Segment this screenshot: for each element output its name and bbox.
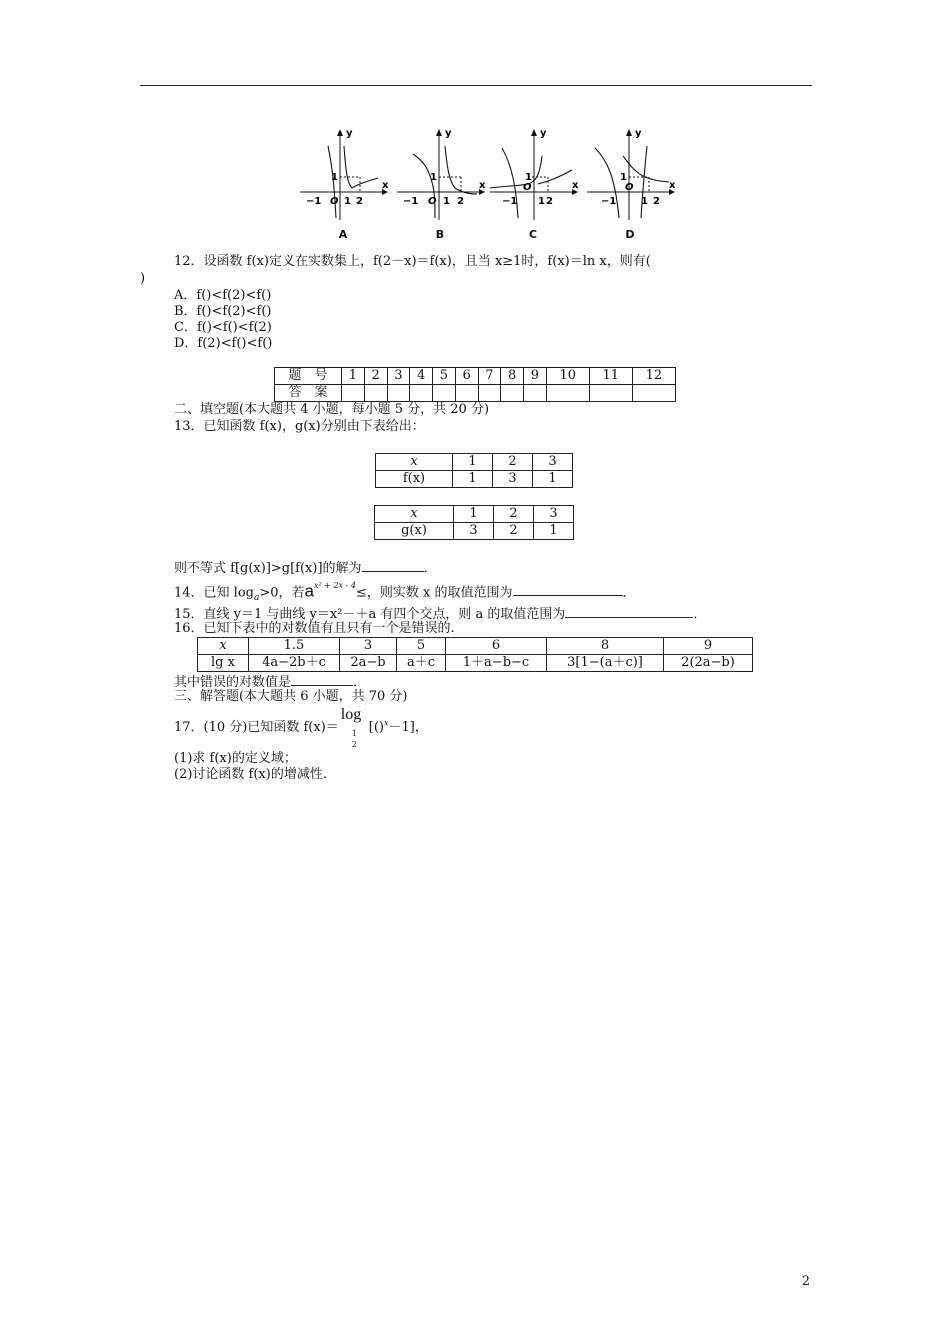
answer-table-number: 8 xyxy=(501,368,524,385)
graph-d-origin: O xyxy=(625,182,634,193)
section3-title: 三、解答题(本大题共 6 小题，共 70 分) xyxy=(174,689,408,704)
q16-cell: 1＋a−b−c xyxy=(446,655,547,672)
q13-f-head: 2 xyxy=(493,454,533,471)
answer-cell[interactable] xyxy=(524,385,547,402)
q16-cell: a＋c xyxy=(397,655,446,672)
answer-table-number: 9 xyxy=(524,368,547,385)
q16-row-head: lg x xyxy=(198,655,249,672)
header-rule xyxy=(140,85,812,86)
graph-c-plot xyxy=(488,126,578,222)
graph-d-y: y xyxy=(635,128,642,139)
q15-text: 15．直线 y＝1 与曲线 y＝x²－＋a 有四个交点，则 a 的取值范围为 xyxy=(174,607,566,622)
q16-head: 6 xyxy=(446,638,547,655)
graph-b-x: x xyxy=(479,180,485,191)
answer-table-number: 2 xyxy=(364,368,387,385)
section2-title: 二、填空题(本大题共 4 小题，每小题 5 分，共 20 分) xyxy=(174,402,490,417)
graph-c-two: 2 xyxy=(546,196,553,207)
graph-a-x: x xyxy=(382,180,388,191)
answer-cell[interactable] xyxy=(387,385,410,402)
graph-a-one-y: 1 xyxy=(331,172,338,183)
graph-b-neg1: −1 xyxy=(403,196,419,207)
q16-head: 1.5 xyxy=(249,638,340,655)
answer-table-number: 3 xyxy=(387,368,410,385)
answer-cell[interactable] xyxy=(632,385,675,402)
q16-head: 8 xyxy=(547,638,664,655)
graph-b xyxy=(395,126,485,246)
q12-option-d: D．f(2)<f()<f() xyxy=(174,336,273,351)
answer-cell[interactable] xyxy=(546,385,589,402)
q14-end: ． xyxy=(622,585,636,601)
graph-d-one-x: 1 xyxy=(641,196,648,207)
q13-question-end: ． xyxy=(423,561,437,576)
q15-end: ． xyxy=(693,607,707,622)
q13-question-text: 则不等式 f[g(x)]>g[f(x)]的解为 xyxy=(174,561,362,576)
q17-pre: 17．(10 分)已知函数 f(x)＝ xyxy=(174,720,339,735)
graph-a-origin: O xyxy=(330,196,339,207)
q13-table-g xyxy=(374,505,574,540)
answer-cell[interactable] xyxy=(478,385,501,402)
graph-c-label: C xyxy=(528,228,538,241)
q13-f-head-x: x xyxy=(376,454,453,471)
q13-f-cell: 1 xyxy=(533,471,573,488)
q16-answer-blank[interactable] xyxy=(291,673,353,686)
q13-g-cell: 1 xyxy=(534,523,574,540)
answer-table-number: 6 xyxy=(455,368,478,385)
answer-table-number: 4 xyxy=(410,368,433,385)
q13-g-head: 1 xyxy=(454,506,494,523)
graph-b-origin: O xyxy=(428,196,437,207)
graph-d-two: 2 xyxy=(653,196,660,207)
q17-line xyxy=(174,706,428,749)
q16-head: 5 xyxy=(397,638,446,655)
q16-cell: 2a−b xyxy=(340,655,397,672)
graph-b-one-x: 1 xyxy=(443,196,450,207)
graph-c xyxy=(488,126,578,246)
q16-cell: 2(2a−b) xyxy=(664,655,753,672)
q15-answer-blank[interactable] xyxy=(565,605,693,618)
q17-exp: x xyxy=(384,718,389,728)
q12-stem: 12．设函数 f(x)定义在实数集上，f(2－x)＝f(x)，且当 x≥1时，f(x)＝ln x，则有( xyxy=(174,254,651,269)
q16-head: 3 xyxy=(340,638,397,655)
q13-g-head: 2 xyxy=(494,506,534,523)
graph-d-neg1: −1 xyxy=(601,196,617,207)
q13-f-head: 1 xyxy=(453,454,493,471)
answer-cell[interactable] xyxy=(364,385,387,402)
q16-question-end: ． xyxy=(353,675,367,690)
answer-table-number: 12 xyxy=(632,368,675,385)
graph-a xyxy=(298,126,388,246)
graph-d-one-y: 1 xyxy=(620,172,627,183)
graph-a-two: 2 xyxy=(356,196,363,207)
graph-d-label: D xyxy=(625,228,635,241)
q17-part1: (1)求 f(x)的定义域； xyxy=(174,751,297,766)
graph-c-y: y xyxy=(540,128,547,139)
q13-g-head-x: x xyxy=(375,506,454,523)
graph-b-label: B xyxy=(435,228,445,241)
graph-a-y: y xyxy=(346,128,353,139)
graph-a-label: A xyxy=(338,228,348,241)
q14-answer-blank[interactable] xyxy=(513,583,623,596)
q14-line xyxy=(174,581,636,606)
answer-table-number-head: 题 号 xyxy=(275,368,342,385)
q17-log-sub-den: 2 xyxy=(351,740,357,749)
graph-c-one-x: 1 xyxy=(538,196,545,207)
q17-post: [() xyxy=(368,720,384,735)
graph-c-x: x xyxy=(572,180,578,191)
q13-f-head: 3 xyxy=(533,454,573,471)
graph-c-one-y: 1 xyxy=(525,172,532,183)
q13-stem: 13．已知函数 f(x)，g(x)分别由下表给出： xyxy=(174,419,425,434)
q12-option-b: B．f()<f(2)<f() xyxy=(174,304,272,319)
q16-table xyxy=(197,637,753,672)
graph-c-neg1: −1 xyxy=(502,196,518,207)
q14-pre: 14．已知 log xyxy=(174,585,254,601)
graph-b-y: y xyxy=(445,128,452,139)
q12-option-a: A．f()<f(2)<f() xyxy=(174,288,272,303)
answer-table xyxy=(274,367,676,402)
q13-answer-blank[interactable] xyxy=(362,559,424,572)
q16-stem: 16．已知下表中的对数值有且只有一个是错误的. xyxy=(174,621,455,636)
answer-table-number: 11 xyxy=(589,368,632,385)
q13-f-cell: 3 xyxy=(493,471,533,488)
q17-post2: －1]， xyxy=(388,720,428,735)
q12-stem-cont: ) xyxy=(140,271,146,286)
answer-table-number: 7 xyxy=(478,368,501,385)
answer-table-number: 5 xyxy=(433,368,456,385)
q13-question xyxy=(174,559,437,577)
q13-f-row-head: f(x) xyxy=(376,471,453,488)
q13-f-cell: 1 xyxy=(453,471,493,488)
q13-g-cell: 3 xyxy=(454,523,494,540)
q16-question-text: 其中错误的对数值是 xyxy=(174,675,292,690)
q17-log-word: log xyxy=(340,706,362,723)
q14-exponent: x² + 2x - 4 xyxy=(314,581,356,590)
q17-log-sub-num: 1 xyxy=(351,729,357,738)
answer-table-number: 10 xyxy=(546,368,589,385)
graph-a-one-x: 1 xyxy=(344,196,351,207)
answer-cell[interactable] xyxy=(410,385,433,402)
answer-table-answer-head: 答 案 xyxy=(275,385,342,402)
answer-cell[interactable] xyxy=(589,385,632,402)
q14-base: a xyxy=(304,581,314,601)
q17-part2: (2)讨论函数 f(x)的增减性. xyxy=(174,767,327,782)
q13-g-cell: 2 xyxy=(494,523,534,540)
graph-b-two: 2 xyxy=(457,196,464,207)
graph-d-x: x xyxy=(669,180,675,191)
q12-option-c: C．f()<f()<f(2) xyxy=(174,320,272,335)
graph-a-neg1: −1 xyxy=(306,196,322,207)
q16-cell: 3[1−(a＋c)] xyxy=(547,655,664,672)
q16-head-x: x xyxy=(198,638,249,655)
answer-cell[interactable] xyxy=(501,385,524,402)
q14-post: ≤，则实数 x 的取值范围为 xyxy=(356,585,513,601)
answer-cell[interactable] xyxy=(433,385,456,402)
answer-cell[interactable] xyxy=(342,385,365,402)
graph-a-plot xyxy=(298,126,388,222)
q17-log xyxy=(339,706,369,749)
q16-head: 9 xyxy=(664,638,753,655)
q16-cell: 4a−2b＋c xyxy=(249,655,340,672)
answer-cell[interactable] xyxy=(455,385,478,402)
graph-d-plot xyxy=(585,126,675,222)
graph-b-plot xyxy=(395,126,485,222)
graph-b-one-y: 1 xyxy=(430,172,437,183)
q13-g-row-head: g(x) xyxy=(375,523,454,540)
page-number: 2 xyxy=(801,1274,810,1289)
q13-table-f xyxy=(375,453,573,488)
graph-c-origin: O xyxy=(523,182,532,193)
q14-sub: a xyxy=(253,592,260,603)
graph-d xyxy=(585,126,675,246)
answer-table-number: 1 xyxy=(342,368,365,385)
q14-mid: >0，若 xyxy=(259,585,305,601)
q13-g-head: 3 xyxy=(534,506,574,523)
